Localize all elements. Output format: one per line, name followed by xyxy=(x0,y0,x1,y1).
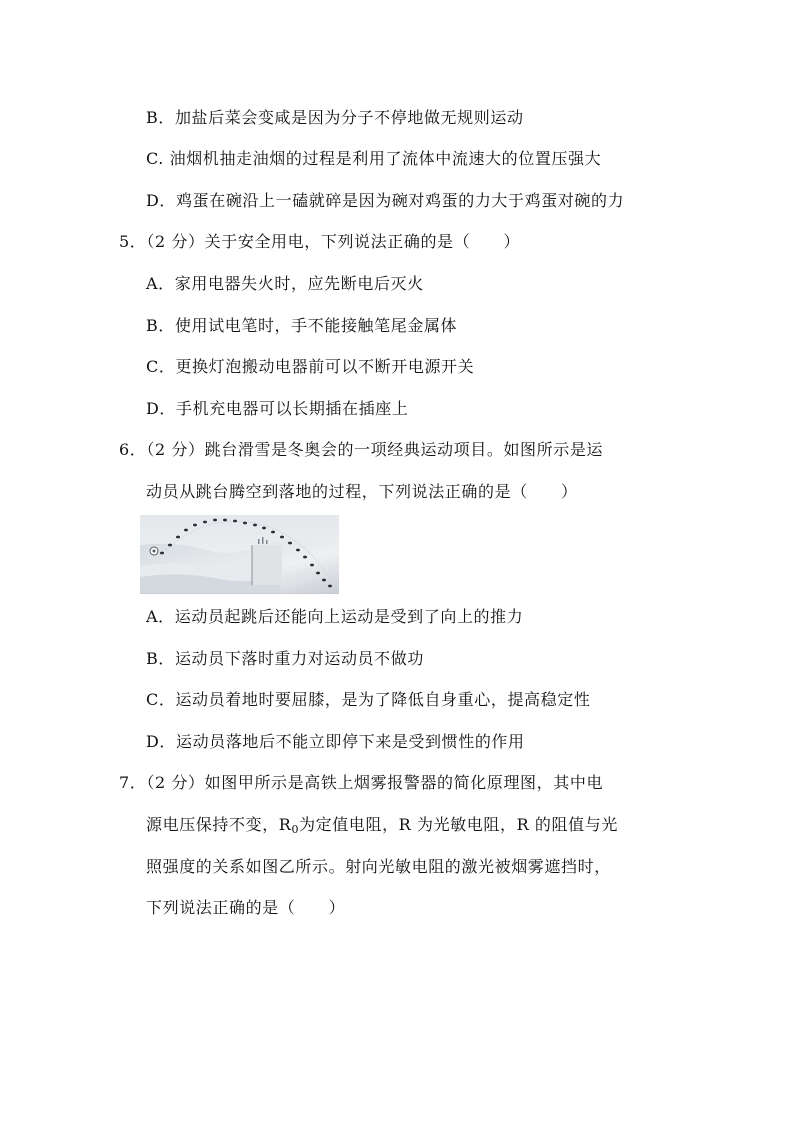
q7-stem-line1: 7．（2 分）如图甲所示是高铁上烟雾报警器的简化原理图，其中电 xyxy=(119,773,604,792)
q4-option-c: C. 油烟机抽走油烟的过程是利用了流体中流速大的位置压强大 xyxy=(146,149,602,168)
q5-option-c: C．更换灯泡搬动电器前可以不断开电源开关 xyxy=(146,357,475,376)
q5-option-d: D．手机充电器可以长期插在插座上 xyxy=(146,399,409,418)
q6-option-c: C．运动员着地时要屈膝，是为了降低自身重心，提高稳定性 xyxy=(146,690,591,709)
q5-option-a: A．家用电器失火时，应先断电后灭火 xyxy=(146,274,424,293)
q7-line2-after: 为定值电阻，R 为光敏电阻，R 的阻值与光 xyxy=(299,815,618,834)
q6-stem-line2: 动员从跳台腾空到落地的过程，下列说法正确的是（ ） xyxy=(146,482,578,501)
q6-option-a: A．运动员起跳后还能向上运动是受到了向上的推力 xyxy=(146,607,524,626)
ski-jump-photo xyxy=(140,515,339,594)
q7-stem-line4: 下列说法正确的是（ ） xyxy=(146,898,346,917)
q4-option-d: D．鸡蛋在碗沿上一磕就碎是因为碗对鸡蛋的力大于鸡蛋对碗的力 xyxy=(146,191,625,210)
ski-jump-photo-svg xyxy=(140,515,339,594)
q7-line2-before: 源电压保持不变，R xyxy=(146,815,292,834)
q4-option-b: B．加盐后菜会变咸是因为分子不停地做无规则运动 xyxy=(146,108,524,127)
q6-option-b: B．运动员下落时重力对运动员不做功 xyxy=(146,649,424,668)
q7-stem-line2 xyxy=(146,814,618,836)
q6-option-d: D．运动员落地后不能立即停下来是受到惯性的作用 xyxy=(146,732,525,751)
q6-stem-line1: 6．（2 分）跳台滑雪是冬奥会的一项经典运动项目。如图所示是运 xyxy=(119,440,604,459)
r0-subscript: 0 xyxy=(291,823,300,836)
q5-stem: 5．（2 分）关于安全用电，下列说法正确的是（ ） xyxy=(119,232,521,251)
q5-option-b: B．使用试电笔时，手不能接触笔尾金属体 xyxy=(146,316,458,335)
q7-stem-line3: 照强度的关系如图乙所示。射向光敏电阻的激光被烟雾遮挡时， xyxy=(146,857,611,876)
